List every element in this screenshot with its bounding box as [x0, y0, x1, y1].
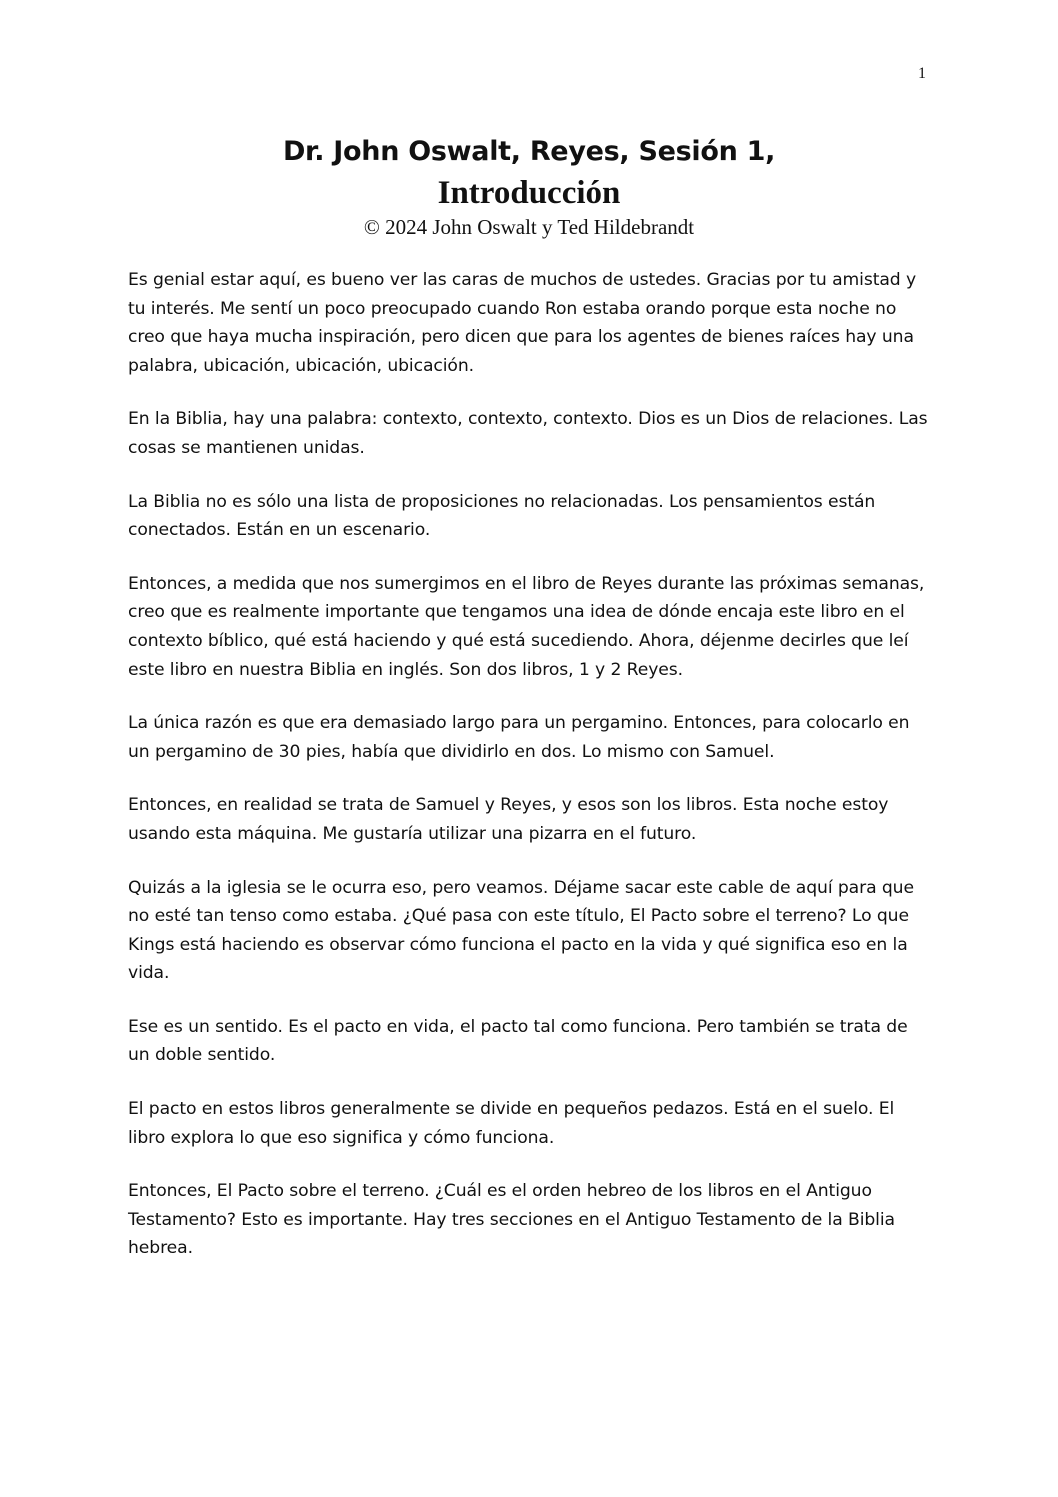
paragraph: La única razón es que era demasiado largo para un pergamino. Entonces, para colocarlo en un pergamino de 30 pies, había que dividirlo en dos. Lo mismo con Samuel.: [128, 713, 910, 762]
paragraph: En la Biblia, hay una palabra: contexto, contexto, contexto. Dios es un Dios de relaciones. Las cosas se mantienen unidas.: [128, 409, 928, 458]
paragraph: Ese es un sentido. Es el pacto en vida, el pacto tal como funciona. Pero también se trata de un doble sentido.: [128, 1016, 908, 1066]
document-subtitle: Introducción: [437, 175, 621, 211]
document-body: [128, 266, 928, 1288]
paragraph: Es genial estar aquí, es bueno ver las caras de muchos de ustedes. Gracias por tu amistad y tu interés. Me sentí un poco preocupado cuando Ron estaba orando porque esta noche no creo que haya mucha inspiración, pero dicen que para los agentes de bienes raíces hay una palabra, ubicación, ubicación, ubicación.: [128, 270, 917, 376]
paragraph: Quizás a la iglesia se le ocurra eso, pero veamos. Déjame sacar este cable de aquí para que no esté tan tenso como estaba. ¿Qué pasa con este título, El Pacto sobre el terreno? Lo que Kings está haciendo es observar cómo funciona el pacto en la vida y qué significa eso en la vida.: [128, 877, 914, 984]
paragraph: Entonces, en realidad se trata de Samuel y Reyes, y esos son los libros. Esta noche estoy usando esta máquina. Me gustaría utilizar una pizarra en el futuro.: [128, 795, 889, 844]
document-title: Dr. John Oswalt, Reyes, Sesión 1,: [282, 136, 776, 167]
paragraph: El pacto en estos libros generalmente se divide en pequeños pedazos. Está en el suelo. El libro explora lo que eso significa y cómo funciona.: [128, 1099, 895, 1148]
copyright-line: © 2024 John Oswalt y Ted Hildebrandt: [363, 215, 695, 239]
page-number: 1: [918, 65, 926, 82]
paragraph: Entonces, El Pacto sobre el terreno. ¿Cuál es el orden hebreo de los libros en el Antiguo Testamento? Esto es importante. Hay tres secciones en el Antiguo Testamento de la Biblia hebrea.: [128, 1181, 895, 1259]
paragraph: La Biblia no es sólo una lista de proposiciones no relacionadas. Los pensamientos están conectados. Están en un escenario.: [128, 491, 876, 541]
paragraph: Entonces, a medida que nos sumergimos en el libro de Reyes durante las próximas semanas, creo que es realmente importante que tengamos una idea de dónde encaja este libro en el contexto bíblico, qué está haciendo y qué está sucediendo. Ahora, déjenme decirles que leí este libro en nuestra Biblia en inglés. Son dos libros, 1 y 2 Reyes.: [128, 573, 925, 680]
